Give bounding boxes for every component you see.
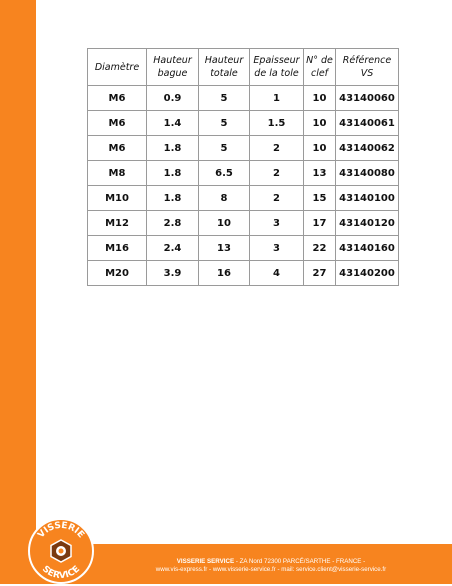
cell-diametre: M16 [88,236,147,261]
orange-side-band [0,0,36,584]
cell-hauteur-bague: 1.8 [147,161,199,186]
cell-hauteur-bague: 1.4 [147,111,199,136]
cell-diametre: M8 [88,161,147,186]
table-header-row [88,49,399,86]
footer-address: - ZA Nord 72300 PARCÉ/SARTHE - FRANCE - [234,558,366,565]
visserie-service-logo [26,516,96,586]
cell-hauteur-bague: 0.9 [147,86,199,111]
cell-hauteur-bague: 3.9 [147,261,199,286]
cell-reference: 43140061 [336,111,399,136]
cell-diametre: M12 [88,211,147,236]
footer-address-line [100,558,442,566]
cell-clef: 10 [304,136,336,161]
header-diametre: Diamètre [88,49,147,86]
cell-clef: 22 [304,236,336,261]
header-epaisseur-tole: Epaisseur de la tole [250,49,304,86]
cell-reference: 43140100 [336,186,399,211]
cell-hauteur-totale: 6.5 [199,161,250,186]
table-row [88,186,399,211]
specification-table [87,48,399,286]
cell-hauteur-bague: 2.4 [147,236,199,261]
cell-epaisseur: 3 [250,211,304,236]
cell-epaisseur: 3 [250,236,304,261]
cell-hauteur-totale: 10 [199,211,250,236]
cell-clef: 10 [304,111,336,136]
header-hauteur-totale: Hauteur totale [199,49,250,86]
cell-hauteur-totale: 5 [199,136,250,161]
table-row [88,161,399,186]
header-hauteur-bague: Hauteur bague [147,49,199,86]
cell-hauteur-totale: 13 [199,236,250,261]
cell-hauteur-totale: 16 [199,261,250,286]
table-row [88,261,399,286]
cell-epaisseur: 2 [250,161,304,186]
header-reference-vs: Référence VS [336,49,399,86]
cell-epaisseur: 1.5 [250,111,304,136]
cell-epaisseur: 1 [250,86,304,111]
footer-web-line: www.vis-express.fr - www.visserie-service.fr - mail: service.client@visserie-service.fr [155,566,387,573]
cell-hauteur-totale: 5 [199,86,250,111]
cell-hauteur-totale: 8 [199,186,250,211]
table-row [88,236,399,261]
cell-reference: 43140060 [336,86,399,111]
cell-clef: 15 [304,186,336,211]
cell-clef: 17 [304,211,336,236]
table-row [88,136,399,161]
cell-diametre: M20 [88,261,147,286]
table-row [88,111,399,136]
cell-reference: 43140062 [336,136,399,161]
cell-hauteur-bague: 2.8 [147,211,199,236]
cell-diametre: M6 [88,86,147,111]
footer-contact [100,558,442,574]
hex-nut-icon [51,540,71,562]
logo-text-bottom: SERVICE [39,564,83,582]
cell-epaisseur: 2 [250,136,304,161]
cell-hauteur-bague: 1.8 [147,136,199,161]
logo-text-top: VISSERIE [36,520,86,541]
cell-reference: 43140120 [336,211,399,236]
cell-diametre: M6 [88,136,147,161]
cell-epaisseur: 4 [250,261,304,286]
cell-reference: 43140080 [336,161,399,186]
cell-clef: 10 [304,86,336,111]
cell-hauteur-totale: 5 [199,111,250,136]
cell-clef: 13 [304,161,336,186]
header-numero-clef: N° de clef [304,49,336,86]
cell-clef: 27 [304,261,336,286]
table-row [88,211,399,236]
cell-hauteur-bague: 1.8 [147,186,199,211]
cell-reference: 43140200 [336,261,399,286]
cell-diametre: M6 [88,111,147,136]
cell-epaisseur: 2 [250,186,304,211]
table-row [88,86,399,111]
footer-brand: VISSERIE SERVICE [176,558,235,565]
cell-diametre: M10 [88,186,147,211]
cell-reference: 43140160 [336,236,399,261]
